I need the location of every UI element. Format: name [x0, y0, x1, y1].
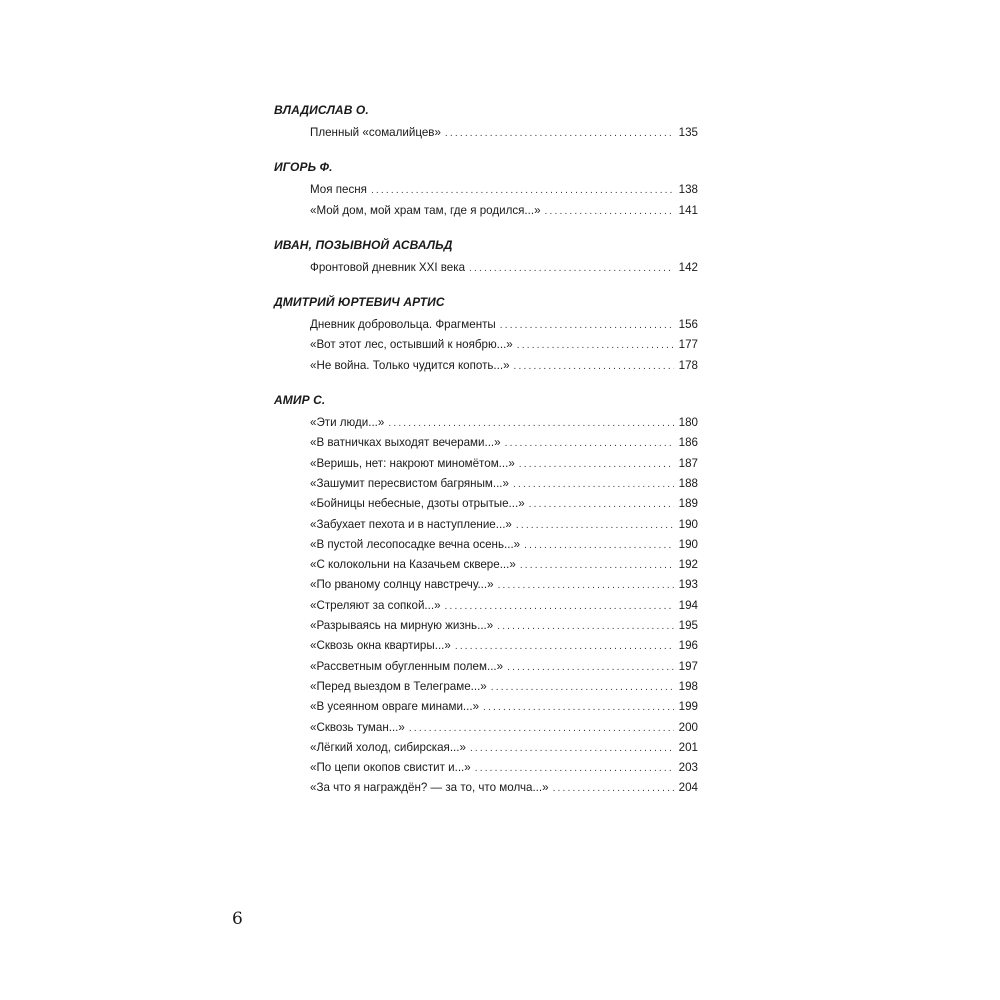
dot-leader	[500, 316, 674, 336]
entry-list	[274, 258, 698, 278]
entry-title: «Лёгкий холод, сибирская...»	[310, 740, 466, 754]
dot-leader	[475, 759, 674, 779]
entry-page-number: 190	[678, 537, 698, 551]
entry-title: «Рассветным обугленным полем...»	[310, 659, 504, 673]
entry-title: «Эти люди...»	[310, 416, 385, 430]
dot-leader	[514, 357, 674, 377]
toc-entry	[274, 356, 698, 376]
toc-entry	[274, 515, 698, 535]
entry-page-number: 197	[678, 659, 698, 673]
toc-entry	[274, 575, 698, 595]
dot-leader	[529, 495, 674, 515]
entry-page-number: 195	[678, 619, 698, 633]
toc-section	[274, 157, 698, 221]
entry-title: «Сквозь туман...»	[310, 720, 405, 734]
entry-page-number: 192	[678, 558, 698, 572]
entry-title: «Бойницы небесные, дзоты отрытые...»	[310, 497, 525, 511]
toc-entry	[274, 758, 698, 778]
author-heading: ДМИТРИЙ ЮРТЕВИЧ АРТИС	[274, 295, 445, 310]
toc-entry	[274, 718, 698, 738]
toc-entry	[274, 258, 698, 278]
entry-page-number: 187	[678, 456, 698, 470]
entry-title: «В пустой лесопосадке вечна осень...»	[310, 537, 521, 551]
toc-entry	[274, 596, 698, 616]
dot-leader	[517, 336, 674, 356]
entry-title: «За что я награждён? — за то, что молча...»	[310, 781, 549, 795]
author-heading: ИВАН, ПОЗЫВНОЙ АСВАЛЬД	[274, 237, 453, 252]
toc-entry	[274, 636, 698, 656]
entry-title: «Перед выездом в Телеграме...»	[310, 679, 487, 693]
entry-list	[274, 315, 698, 376]
entry-page-number: 203	[678, 761, 698, 775]
entry-page-number: 141	[678, 203, 698, 217]
author-heading: ИГОРЬ Ф.	[274, 160, 333, 175]
entry-page-number: 204	[678, 781, 698, 795]
entry-title: «Стреляют за сопкой...»	[310, 598, 441, 612]
entry-page-number: 200	[678, 720, 698, 734]
entry-title: Дневник добровольца. Фрагменты	[310, 318, 496, 332]
entry-page-number: 180	[678, 416, 698, 430]
entry-page-number: 193	[678, 578, 698, 592]
dot-leader	[516, 516, 674, 536]
entry-page-number: 189	[678, 497, 698, 511]
entry-page-number: 190	[678, 517, 698, 531]
dot-leader	[498, 576, 674, 596]
entry-page-number: 201	[678, 740, 698, 754]
entry-list	[274, 413, 698, 799]
entry-list	[274, 123, 698, 143]
entry-title: «Веришь, нет: накроют миномётом...»	[310, 456, 515, 470]
toc-entry	[274, 433, 698, 453]
entry-title: «Зашумит пересвистом багряным...»	[310, 476, 509, 490]
toc-entry	[274, 474, 698, 494]
dot-leader	[469, 259, 674, 279]
dot-leader	[483, 698, 674, 718]
toc-entry	[274, 555, 698, 575]
entry-title: «Сквозь окна квартиры...»	[310, 639, 451, 653]
page-number: 6	[232, 909, 243, 929]
entry-title: «Мой дом, мой храм там, где я родился...»	[310, 203, 541, 217]
toc-entry	[274, 677, 698, 697]
dot-leader	[545, 202, 674, 222]
entry-page-number: 199	[678, 700, 698, 714]
toc-section	[274, 390, 698, 799]
entry-page-number: 177	[678, 338, 698, 352]
dot-leader	[491, 678, 674, 698]
toc-entry	[274, 413, 698, 433]
dot-leader	[513, 475, 674, 495]
dot-leader	[507, 658, 674, 678]
dot-leader	[519, 455, 674, 475]
toc-entry	[274, 315, 698, 335]
entry-title: Пленный «сомалийцев»	[310, 126, 441, 139]
entry-title: «С колокольни на Казачьем сквере...»	[310, 558, 516, 572]
toc-entry	[274, 180, 698, 200]
toc-entry	[274, 657, 698, 677]
toc-entry	[274, 738, 698, 758]
toc-entry	[274, 454, 698, 474]
toc-entry	[274, 697, 698, 717]
entry-list	[274, 180, 698, 221]
entry-page-number: 188	[678, 476, 698, 490]
dot-leader	[520, 556, 674, 576]
dot-leader	[371, 181, 674, 201]
dot-leader	[470, 739, 674, 759]
entry-title: «Не война. Только чудится копоть...»	[310, 358, 510, 372]
entry-page-number: 142	[678, 260, 698, 274]
entry-page-number: 198	[678, 679, 698, 693]
entry-page-number: 156	[678, 318, 698, 332]
entry-title: «Разрываясь на мирную жизнь...»	[310, 619, 494, 633]
entry-title: «Забухает пехота и в наступление...»	[310, 517, 512, 531]
toc-section	[274, 235, 698, 278]
table-of-contents	[274, 100, 698, 813]
toc-entry	[274, 535, 698, 555]
dot-leader	[497, 617, 674, 637]
entry-page-number: 138	[678, 183, 698, 197]
dot-leader	[553, 779, 674, 799]
entry-page-number: 186	[678, 436, 698, 450]
toc-entry	[274, 616, 698, 636]
toc-section	[274, 292, 698, 376]
entry-title: Фронтовой дневник XXI века	[310, 260, 466, 274]
entry-title: Моя песня	[310, 183, 367, 197]
dot-leader	[455, 637, 674, 657]
entry-page-number: 194	[678, 598, 698, 612]
toc-section	[274, 100, 698, 143]
toc-entry	[274, 778, 698, 798]
dot-leader	[388, 414, 674, 434]
entry-title: «По цепи окопов свистит и...»	[310, 761, 471, 775]
toc-entry	[274, 201, 698, 221]
dot-leader	[445, 124, 674, 144]
dot-leader	[524, 536, 674, 556]
author-heading: ВЛАДИСЛАВ О.	[274, 103, 369, 117]
entry-title: «В усеянном овраге минами...»	[310, 700, 480, 714]
entry-page-number: 196	[678, 639, 698, 653]
author-heading: АМИР С.	[274, 393, 326, 408]
entry-title: «В ватничках выходят вечерами...»	[310, 436, 501, 450]
dot-leader	[409, 719, 674, 739]
toc-entry	[274, 494, 698, 514]
entry-title: «Вот этот лес, остывший к ноябрю...»	[310, 338, 513, 352]
entry-page-number: 135	[678, 126, 698, 139]
entry-page-number: 178	[678, 358, 698, 372]
dot-leader	[445, 597, 674, 617]
entry-title: «По рваному солнцу навстречу...»	[310, 578, 494, 592]
dot-leader	[505, 434, 674, 454]
toc-entry	[274, 123, 698, 143]
toc-entry	[274, 335, 698, 355]
